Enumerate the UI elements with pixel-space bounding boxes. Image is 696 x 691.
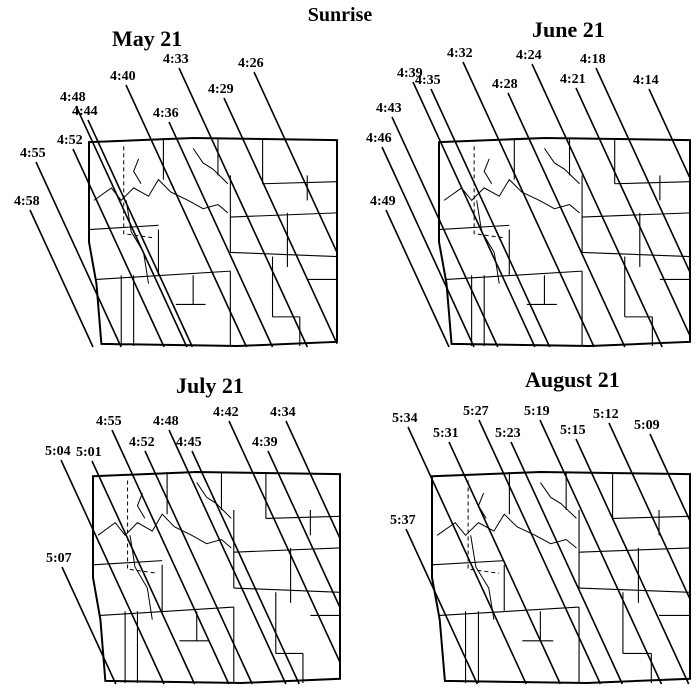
isochrone-line <box>540 420 661 684</box>
time-label: 5:09 <box>634 418 660 433</box>
isochrone-line <box>576 439 689 684</box>
county-line <box>100 607 233 615</box>
time-label: 5:19 <box>524 404 550 419</box>
panel-august <box>390 367 690 684</box>
isochrone-line <box>192 451 299 684</box>
time-label: 5:31 <box>433 426 459 441</box>
panel-date: July 21 <box>176 373 244 398</box>
county-line <box>263 182 337 184</box>
county-line <box>615 182 690 184</box>
isochrone-line <box>30 210 93 347</box>
time-label: 4:21 <box>560 72 586 87</box>
county-line <box>230 252 337 256</box>
isochrone-line <box>406 529 477 684</box>
isochrone-line <box>126 85 247 347</box>
time-label: 4:48 <box>60 90 86 105</box>
time-label: 4:46 <box>366 131 392 146</box>
county-line <box>582 252 690 256</box>
isochrone-line <box>650 434 690 521</box>
time-label: 4:43 <box>376 101 402 116</box>
isochrone-line <box>61 460 164 684</box>
isochrone-line <box>382 147 474 347</box>
isochrone-line <box>649 89 690 178</box>
time-label: 4:58 <box>14 194 40 209</box>
isochrone-line <box>92 461 195 684</box>
isochrone-line <box>408 427 526 684</box>
time-label: 4:52 <box>129 435 155 450</box>
time-label: 4:34 <box>270 405 296 420</box>
time-label: 4:49 <box>370 194 396 209</box>
panel-date: May 21 <box>112 26 183 51</box>
time-label: 4:42 <box>213 405 239 420</box>
isochrone-line <box>286 421 340 538</box>
time-label: 4:39 <box>252 435 278 450</box>
county-line <box>266 516 340 518</box>
figure-title: Sunrise <box>307 4 373 26</box>
time-label: 4:52 <box>57 133 83 148</box>
time-label: 5:27 <box>463 404 489 419</box>
time-label: 4:26 <box>238 56 264 71</box>
isochrone-line <box>169 430 286 684</box>
time-label: 4:14 <box>633 73 659 88</box>
isochrone-line <box>73 149 164 347</box>
time-label: 4:55 <box>96 414 122 429</box>
panel-june <box>366 17 690 347</box>
river <box>544 148 579 183</box>
isochrone-line <box>609 423 690 599</box>
isochrone-line <box>179 68 307 347</box>
river <box>130 535 152 619</box>
isochrone-line <box>229 421 340 662</box>
county-line <box>234 588 340 592</box>
county-line <box>579 588 690 592</box>
river <box>437 514 576 548</box>
time-label: 4:44 <box>72 104 98 119</box>
isochrone-line <box>508 93 625 347</box>
time-label: 4:24 <box>516 48 542 63</box>
isochrone-line <box>224 98 337 344</box>
time-label: 5:37 <box>390 513 416 528</box>
river <box>193 148 228 183</box>
time-label: 4:33 <box>163 52 189 67</box>
time-label: 4:36 <box>153 106 179 121</box>
isochrone-line <box>112 430 229 684</box>
time-label: 4:55 <box>20 146 46 161</box>
isochrone-line <box>169 122 273 347</box>
time-label: 5:04 <box>45 444 71 459</box>
county-line <box>579 548 690 552</box>
time-label: 4:28 <box>492 77 518 92</box>
time-label: 5:07 <box>46 551 72 566</box>
panel-july <box>45 373 340 684</box>
isochrone-line <box>88 120 192 347</box>
river <box>484 159 492 184</box>
time-label: 4:48 <box>153 414 179 429</box>
river <box>137 493 144 518</box>
time-label: 4:35 <box>415 73 441 88</box>
river <box>134 159 141 184</box>
time-label: 5:01 <box>76 445 102 460</box>
time-label: 4:45 <box>176 435 202 450</box>
county-line <box>440 607 579 615</box>
isochrone-line <box>76 106 187 347</box>
time-label: 5:15 <box>560 423 586 438</box>
county-line <box>582 213 690 217</box>
time-label: 5:34 <box>392 411 418 426</box>
isochrone-line <box>62 567 116 684</box>
time-label: 4:29 <box>208 82 234 97</box>
county-line <box>96 271 230 279</box>
panel-date: June 21 <box>532 17 605 42</box>
time-label: 4:39 <box>397 66 423 81</box>
time-label: 4:40 <box>110 69 136 84</box>
panel-may <box>14 26 337 347</box>
river <box>444 180 580 213</box>
time-label: 5:23 <box>495 426 521 441</box>
isochrone-line <box>596 68 690 272</box>
time-label: 4:18 <box>580 52 606 67</box>
isochrone-line <box>576 88 690 336</box>
panel-date: August 21 <box>525 367 620 392</box>
isochrone-line <box>254 72 337 252</box>
time-label: 5:12 <box>593 407 619 422</box>
time-label: 4:32 <box>447 46 473 61</box>
